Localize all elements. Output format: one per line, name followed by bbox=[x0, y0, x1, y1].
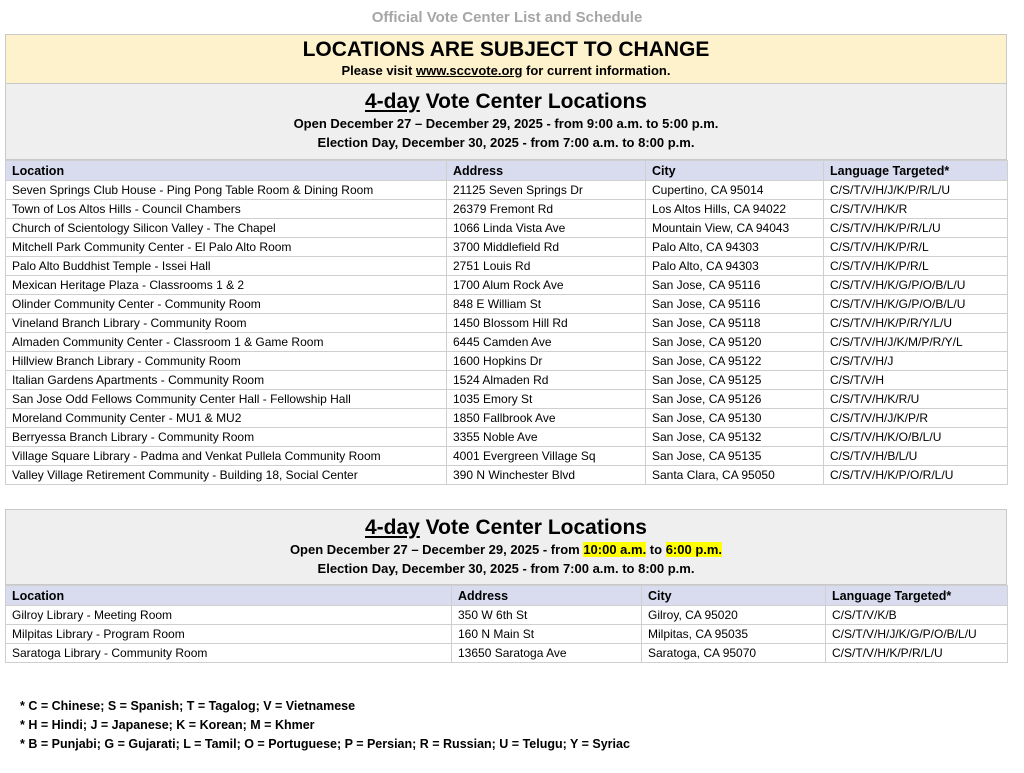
address-cell: 848 E William St bbox=[447, 295, 646, 314]
vote-center-section-1 bbox=[5, 84, 1007, 485]
language-cell: C/S/T/V/H/J/K/G/P/O/B/L/U bbox=[826, 625, 1008, 644]
city-cell: Los Altos Hills, CA 94022 bbox=[646, 200, 824, 219]
location-cell: Gilroy Library - Meeting Room bbox=[6, 606, 452, 625]
address-cell: 1066 Linda Vista Ave bbox=[447, 219, 646, 238]
visit-prefix: Please visit bbox=[341, 63, 416, 78]
location-cell: Town of Los Altos Hills - Council Chambers bbox=[6, 200, 447, 219]
location-cell: Church of Scientology Silicon Valley - The Chapel bbox=[6, 219, 447, 238]
location-cell: Mitchell Park Community Center - El Palo Alto Room bbox=[6, 238, 447, 257]
table-row bbox=[6, 219, 1008, 238]
website-link[interactable]: www.sccvote.org bbox=[415, 63, 523, 78]
language-cell: C/S/T/V/H/J/K/P/R bbox=[824, 409, 1008, 428]
table-row bbox=[6, 333, 1008, 352]
language-cell: C/S/T/V/H/B/L/U bbox=[824, 447, 1008, 466]
notice-banner bbox=[5, 34, 1007, 84]
address-cell: 1524 Almaden Rd bbox=[447, 371, 646, 390]
location-cell: Vineland Branch Library - Community Room bbox=[6, 314, 447, 333]
city-cell: San Jose, CA 95126 bbox=[646, 390, 824, 409]
location-cell: Valley Village Retirement Community - Building 18, Social Center bbox=[6, 466, 447, 485]
language-cell: C/S/T/V/H/K/P/O/R/L/U bbox=[824, 466, 1008, 485]
location-cell: Hillview Branch Library - Community Room bbox=[6, 352, 447, 371]
address-cell: 6445 Camden Ave bbox=[447, 333, 646, 352]
table-row bbox=[6, 625, 1008, 644]
table-row bbox=[6, 276, 1008, 295]
table-header-row bbox=[6, 586, 1008, 606]
section-2-table bbox=[5, 585, 1008, 663]
section-1-header bbox=[5, 84, 1007, 160]
vote-center-section-2 bbox=[5, 509, 1007, 663]
table-row bbox=[6, 181, 1008, 200]
language-cell: C/S/T/V/H/K/P/R/L bbox=[824, 238, 1008, 257]
column-header: Address bbox=[447, 161, 646, 181]
location-cell: Italian Gardens Apartments - Community Room bbox=[6, 371, 447, 390]
language-cell: C/S/T/V/K/B bbox=[826, 606, 1008, 625]
address-cell: 2751 Louis Rd bbox=[447, 257, 646, 276]
language-cell: C/S/T/V/H/K/P/R/L/U bbox=[826, 644, 1008, 663]
language-cell: C/S/T/V/H/K/R/U bbox=[824, 390, 1008, 409]
address-cell: 1700 Alum Rock Ave bbox=[447, 276, 646, 295]
city-cell: Milpitas, CA 95035 bbox=[642, 625, 826, 644]
location-cell: Mexican Heritage Plaza - Classrooms 1 & 2 bbox=[6, 276, 447, 295]
language-cell: C/S/T/V/H bbox=[824, 371, 1008, 390]
language-cell: C/S/T/V/H/K/O/B/L/U bbox=[824, 428, 1008, 447]
section-1-table bbox=[5, 160, 1008, 485]
city-cell: San Jose, CA 95118 bbox=[646, 314, 824, 333]
address-cell: 1850 Fallbrook Ave bbox=[447, 409, 646, 428]
language-cell: C/S/T/V/H/K/R bbox=[824, 200, 1008, 219]
address-cell: 13650 Saratoga Ave bbox=[452, 644, 642, 663]
notice-headline: LOCATIONS ARE SUBJECT TO CHANGE bbox=[302, 38, 710, 61]
table-row bbox=[6, 371, 1008, 390]
city-cell: San Jose, CA 95120 bbox=[646, 333, 824, 352]
address-cell: 4001 Evergreen Village Sq bbox=[447, 447, 646, 466]
notice-subline bbox=[6, 62, 1006, 79]
column-header: Location bbox=[6, 161, 447, 181]
city-cell: San Jose, CA 95122 bbox=[646, 352, 824, 371]
address-cell: 350 W 6th St bbox=[452, 606, 642, 625]
location-cell: Saratoga Library - Community Room bbox=[6, 644, 452, 663]
location-cell: Moreland Community Center - MU1 & MU2 bbox=[6, 409, 447, 428]
section-2-header bbox=[5, 509, 1007, 585]
language-cell: C/S/T/V/H/K/G/P/O/B/L/U bbox=[824, 276, 1008, 295]
address-cell: 3355 Noble Ave bbox=[447, 428, 646, 447]
column-header: Language Targeted* bbox=[826, 586, 1008, 606]
column-header: City bbox=[646, 161, 824, 181]
city-cell: San Jose, CA 95116 bbox=[646, 295, 824, 314]
address-cell: 1600 Hopkins Dr bbox=[447, 352, 646, 371]
city-cell: Cupertino, CA 95014 bbox=[646, 181, 824, 200]
section-1-election-hours: Election Day, December 30, 2025 - from 7:00 a.m. to 8:00 p.m. bbox=[317, 135, 695, 150]
section-2-open-hours: Open December 27 – December 29, 2025 - from 10:00 a.m. to 6:00 p.m. bbox=[289, 542, 723, 557]
table-row bbox=[6, 606, 1008, 625]
location-cell: Palo Alto Buddhist Temple - Issei Hall bbox=[6, 257, 447, 276]
city-cell: San Jose, CA 95130 bbox=[646, 409, 824, 428]
city-cell: San Jose, CA 95132 bbox=[646, 428, 824, 447]
location-cell: Berryessa Branch Library - Community Room bbox=[6, 428, 447, 447]
visit-suffix: for current information. bbox=[522, 63, 671, 78]
city-cell: San Jose, CA 95135 bbox=[646, 447, 824, 466]
table-row bbox=[6, 447, 1008, 466]
language-cell: C/S/T/V/H/K/P/R/Y/L/U bbox=[824, 314, 1008, 333]
city-cell: Palo Alto, CA 94303 bbox=[646, 238, 824, 257]
table-row bbox=[6, 352, 1008, 371]
section-2-title: 4-day Vote Center Locations bbox=[364, 516, 647, 539]
location-cell: San Jose Odd Fellows Community Center Hall - Fellowship Hall bbox=[6, 390, 447, 409]
address-cell: 390 N Winchester Blvd bbox=[447, 466, 646, 485]
city-cell: San Jose, CA 95125 bbox=[646, 371, 824, 390]
legend-line: * H = Hindi; J = Japanese; K = Korean; M = Khmer bbox=[20, 718, 315, 732]
location-cell: Almaden Community Center - Classroom 1 & Game Room bbox=[6, 333, 447, 352]
table-row bbox=[6, 466, 1008, 485]
address-cell: 1035 Emory St bbox=[447, 390, 646, 409]
table-header-row bbox=[6, 161, 1008, 181]
table-row bbox=[6, 257, 1008, 276]
table-row bbox=[6, 238, 1008, 257]
table-row bbox=[6, 295, 1008, 314]
address-cell: 21125 Seven Springs Dr bbox=[447, 181, 646, 200]
section-2-election-hours: Election Day, December 30, 2025 - from 7:00 a.m. to 8:00 p.m. bbox=[317, 561, 695, 576]
highlighted-start-time: 10:00 a.m. bbox=[583, 542, 647, 557]
table-row bbox=[6, 409, 1008, 428]
city-cell: San Jose, CA 95116 bbox=[646, 276, 824, 295]
city-cell: Saratoga, CA 95070 bbox=[642, 644, 826, 663]
table-row bbox=[6, 644, 1008, 663]
column-header: Location bbox=[6, 586, 452, 606]
table-row bbox=[6, 390, 1008, 409]
language-cell: C/S/T/V/H/K/P/R/L bbox=[824, 257, 1008, 276]
section-1-open-hours: Open December 27 – December 29, 2025 - from 9:00 a.m. to 5:00 p.m. bbox=[293, 116, 719, 131]
location-cell: Seven Springs Club House - Ping Pong Table Room & Dining Room bbox=[6, 181, 447, 200]
location-cell: Village Square Library - Padma and Venkat Pullela Community Room bbox=[6, 447, 447, 466]
language-cell: C/S/T/V/H/K/P/R/L/U bbox=[824, 219, 1008, 238]
table-row bbox=[6, 428, 1008, 447]
column-header: Language Targeted* bbox=[824, 161, 1008, 181]
language-cell: C/S/T/V/H/J/K/M/P/R/Y/L bbox=[824, 333, 1008, 352]
legend-line: * B = Punjabi; G = Gujarati; L = Tamil; O = Portuguese; P = Persian; R = Russian; U = Telugu; Y = Syriac bbox=[20, 737, 630, 751]
section-1-title: 4-day Vote Center Locations bbox=[364, 90, 647, 113]
language-cell: C/S/T/V/H/K/G/P/O/B/L/U bbox=[824, 295, 1008, 314]
address-cell: 26379 Fremont Rd bbox=[447, 200, 646, 219]
table-row bbox=[6, 314, 1008, 333]
address-cell: 160 N Main St bbox=[452, 625, 642, 644]
column-header: City bbox=[642, 586, 826, 606]
city-cell: Santa Clara, CA 95050 bbox=[646, 466, 824, 485]
legend-line: * C = Chinese; S = Spanish; T = Tagalog; V = Vietnamese bbox=[20, 699, 356, 713]
table-row bbox=[6, 200, 1008, 219]
language-cell: C/S/T/V/H/J bbox=[824, 352, 1008, 371]
highlighted-end-time: 6:00 p.m. bbox=[665, 542, 723, 557]
language-legend bbox=[20, 697, 630, 754]
page-title: Official Vote Center List and Schedule bbox=[371, 9, 643, 26]
language-cell: C/S/T/V/H/J/K/P/R/L/U bbox=[824, 181, 1008, 200]
address-cell: 1450 Blossom Hill Rd bbox=[447, 314, 646, 333]
city-cell: Palo Alto, CA 94303 bbox=[646, 257, 824, 276]
address-cell: 3700 Middlefield Rd bbox=[447, 238, 646, 257]
city-cell: Gilroy, CA 95020 bbox=[642, 606, 826, 625]
city-cell: Mountain View, CA 94043 bbox=[646, 219, 824, 238]
column-header: Address bbox=[452, 586, 642, 606]
location-cell: Milpitas Library - Program Room bbox=[6, 625, 452, 644]
location-cell: Olinder Community Center - Community Room bbox=[6, 295, 447, 314]
